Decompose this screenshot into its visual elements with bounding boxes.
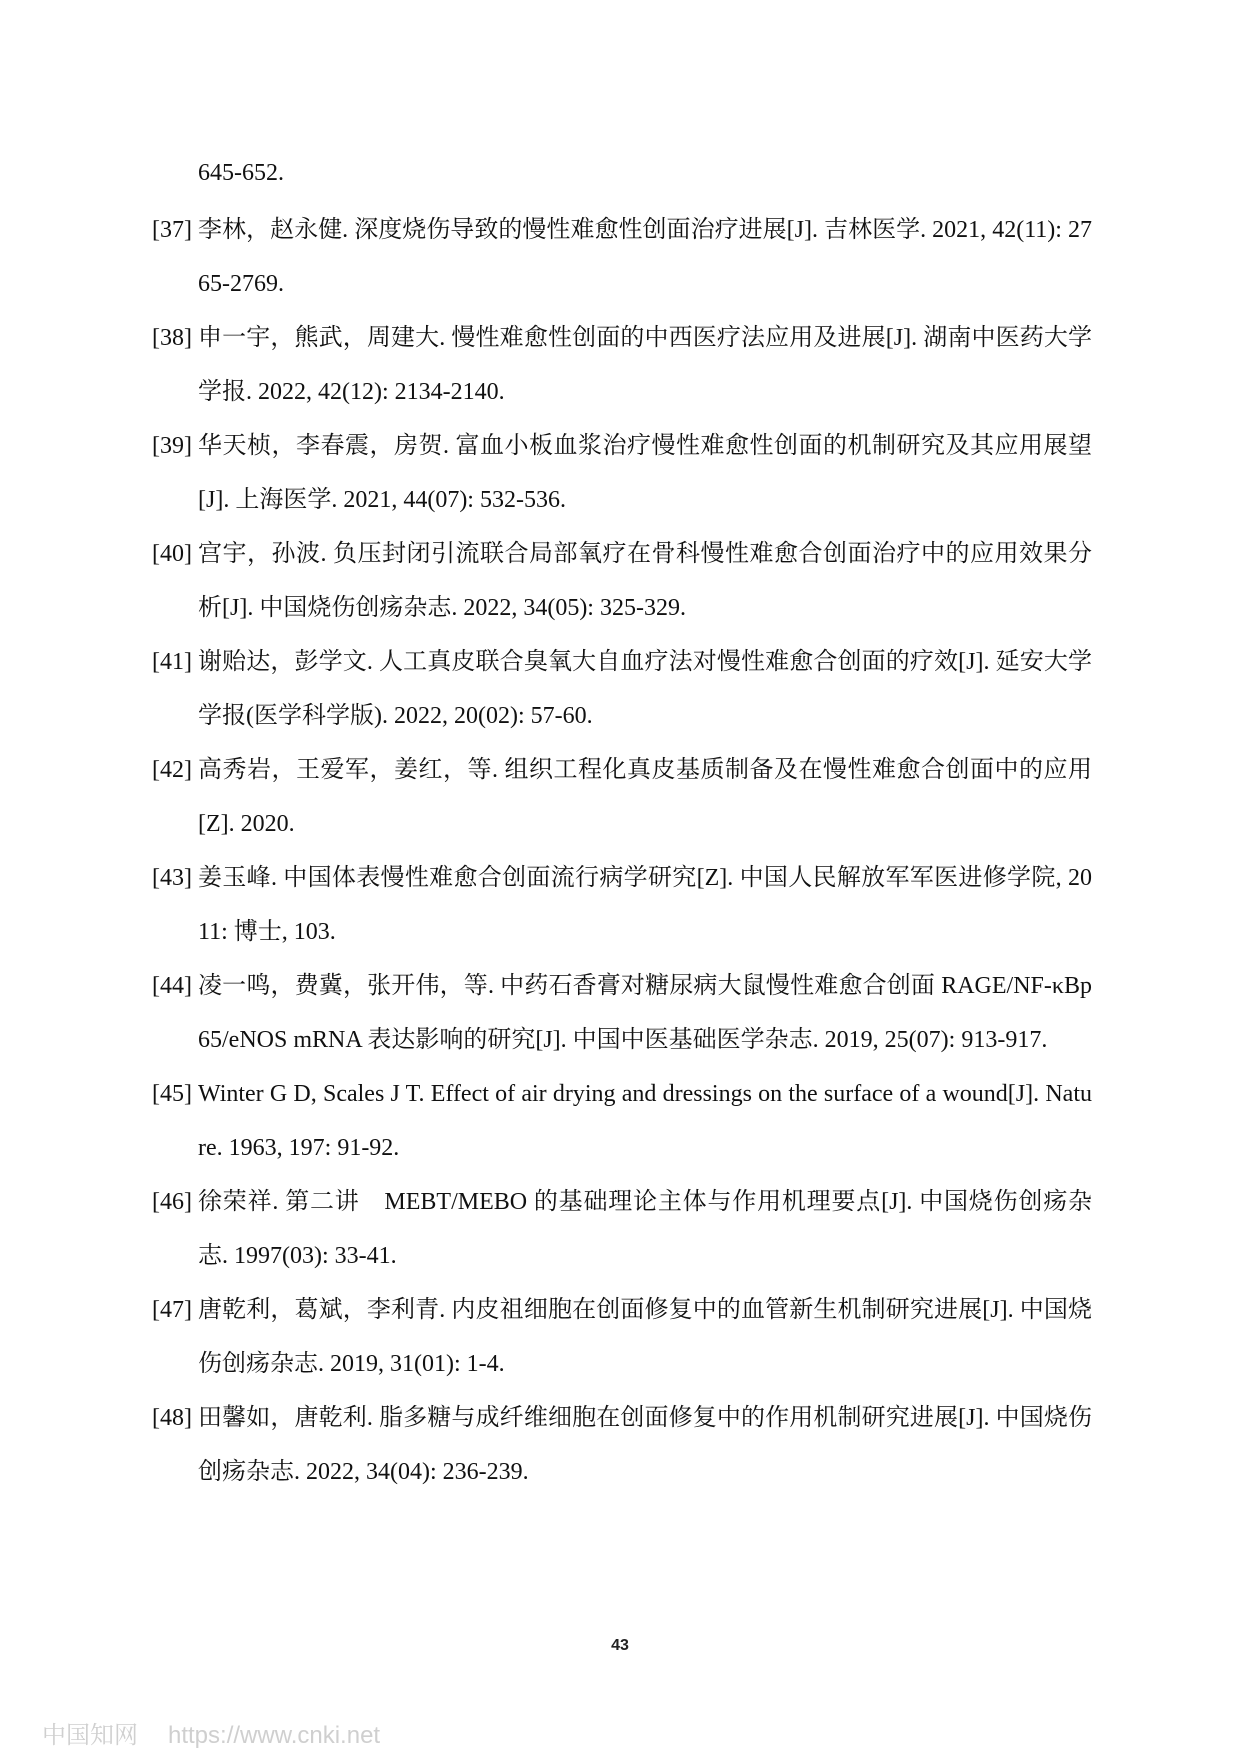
reference-number: [43] [152,865,192,891]
reference-number: [46] [152,1189,192,1215]
reference-item [152,203,1092,311]
reference-text: 田馨如，唐乾利. 脂多糖与成纤维细胞在创面修复中的作用机制研究进展[J]. 中国烧伤创疡杂志. 2022, 34(04): 236-239. [198,1405,1092,1485]
reference-item [152,851,1092,959]
reference-number: [39] [152,433,192,459]
reference-item [152,1067,1092,1175]
reference-item [152,1391,1092,1499]
reference-text: 华天桢，李春震，房贺. 富血小板血浆治疗慢性难愈性创面的机制研究及其应用展望[J]. 上海医学. 2021, 44(07): 532-536. [198,433,1092,513]
watermark-brand: 中国知网 [42,1722,138,1749]
reference-text: 谢贻达，彭学文. 人工真皮联合臭氧大自血疗法对慢性难愈合创面的疗效[J]. 延安大学学报(医学科学版). 2022, 20(02): 57-60. [198,649,1092,729]
reference-item [152,743,1092,851]
reference-number: [47] [152,1297,192,1323]
reference-text: 高秀岩，王爱军，姜红，等. 组织工程化真皮基质制备及在慢性难愈合创面中的应用[Z]. 2020. [198,757,1092,837]
reference-item [152,1175,1092,1283]
reference-item [152,635,1092,743]
reference-text: Winter G D, Scales J T. Effect of air drying and dressings on the surface of a wound[J]. Nature. 1963, 197: 91-92. [198,1081,1092,1161]
reference-number: [42] [152,757,192,783]
reference-number: [38] [152,325,192,351]
reference-item [152,1283,1092,1391]
reference-text: 徐荣祥. 第二讲 MEBT/MEBO 的基础理论主体与作用机理要点[J]. 中国烧伤创疡杂志. 1997(03): 33-41. [198,1189,1092,1269]
reference-number: [44] [152,973,192,999]
reference-number: [37] [152,217,192,243]
reference-item [152,419,1092,527]
reference-list [152,203,1092,1499]
reference-text: 宫宇，孙波. 负压封闭引流联合局部氧疗在骨科慢性难愈合创面治疗中的应用效果分析[J]. 中国烧伤创疡杂志. 2022, 34(05): 325-329. [198,541,1092,621]
reference-number: [48] [152,1405,192,1431]
watermark-url: https://www.cnki.net [168,1722,381,1749]
reference-item [152,527,1092,635]
reference-text: 申一宇，熊武，周建大. 慢性难愈性创面的中西医疗法应用及进展[J]. 湖南中医药大学学报. 2022, 42(12): 2134-2140. [198,325,1092,405]
page-number: 43 [611,1637,629,1654]
reference-number: [40] [152,541,192,567]
reference-item [152,311,1092,419]
reference-number: [41] [152,649,192,675]
reference-text: 李林，赵永健. 深度烧伤导致的慢性难愈性创面治疗进展[J]. 吉林医学. 2021, 42(11): 2765-2769. [198,217,1092,297]
reference-text: 凌一鸣，费冀，张开伟，等. 中药石香膏对糖尿病大鼠慢性难愈合创面 RAGE/NF-κBp65/eNOS mRNA 表达影响的研究[J]. 中国中医基础医学杂志. 2019, 25(07): 913-917. [198,973,1092,1053]
reference-text: 姜玉峰. 中国体表慢性难愈合创面流行病学研究[Z]. 中国人民解放军军医进修学院, 2011: 博士, 103. [198,865,1092,945]
reference-item [152,959,1092,1067]
reference-text: 唐乾利，葛斌，李利青. 内皮祖细胞在创面修复中的血管新生机制研究进展[J]. 中国烧伤创疡杂志. 2019, 31(01): 1-4. [198,1297,1092,1377]
watermark [42,1715,380,1750]
reference-continuation: 645-652. [198,160,284,186]
reference-number: [45] [152,1081,192,1107]
